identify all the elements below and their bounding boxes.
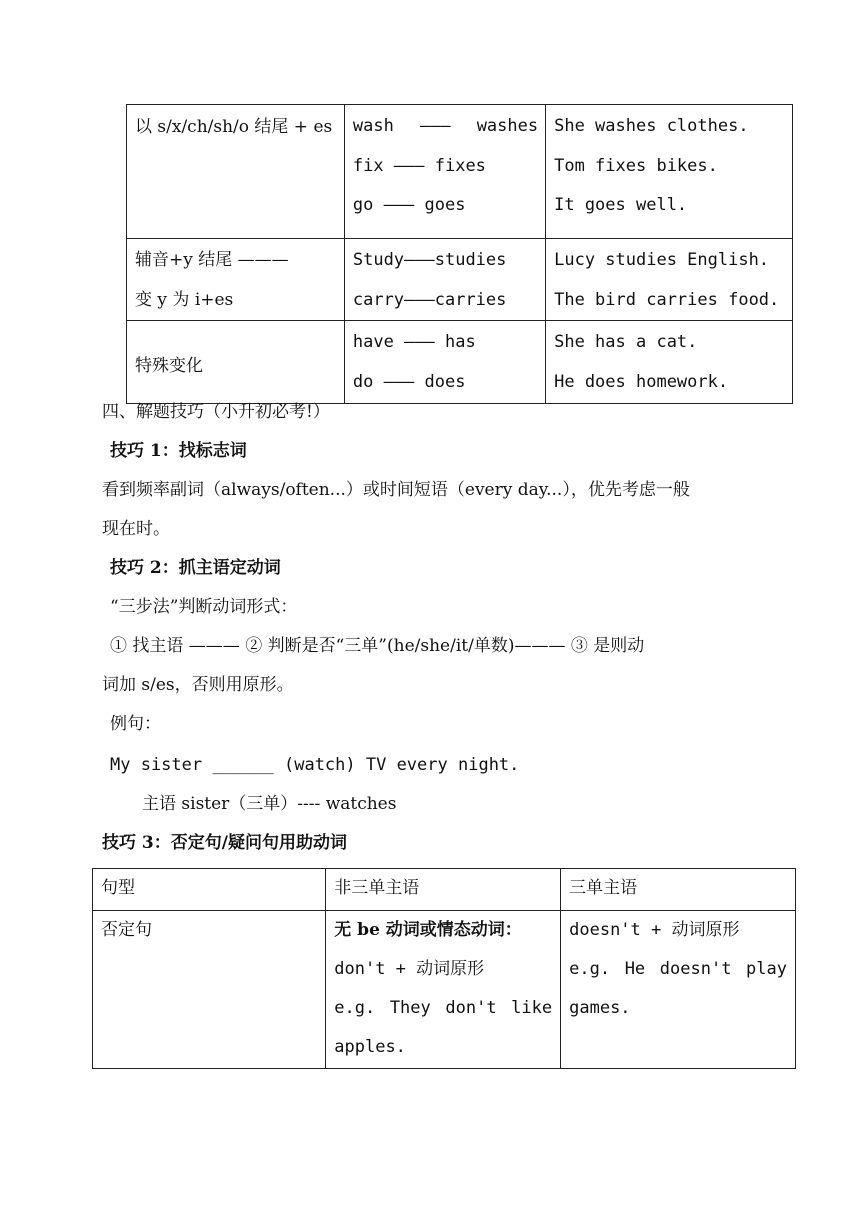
rules-table bbox=[126, 104, 793, 404]
non-third-example: e.g. They don't like bbox=[334, 998, 553, 1018]
third-example: e.g. He doesn't play bbox=[569, 959, 787, 979]
third-cell bbox=[561, 911, 796, 1069]
header-cell: 句型 bbox=[93, 869, 326, 911]
non-third-cell bbox=[326, 911, 561, 1069]
table-row bbox=[93, 911, 796, 1069]
aux-table bbox=[92, 868, 796, 1069]
tip2-steps: ① 找主语 ——— ② 判断是否“三单”(he/she/it/单数)——— ③ 是则动 bbox=[110, 636, 645, 656]
sentence-line: She has a cat. bbox=[554, 332, 698, 352]
rule-text: 辅音+y 结尾 ——— bbox=[135, 250, 289, 270]
example-cell bbox=[344, 321, 545, 404]
table-header-row bbox=[93, 869, 796, 911]
tip2-steps: 词加 s/es，否则用原形。 bbox=[102, 675, 294, 695]
sentence-line: It goes well. bbox=[554, 195, 688, 215]
tip2-title: 技巧 2：抓主语定动词 bbox=[110, 558, 281, 578]
non-third-rule: 无 be 动词或情态动词： bbox=[334, 920, 522, 940]
example-line: carry———carries bbox=[352, 289, 507, 310]
header-cell: 三单主语 bbox=[561, 869, 796, 911]
tip3-title: 技巧 3：否定句/疑问句用助动词 bbox=[102, 833, 347, 853]
example-cell bbox=[344, 105, 545, 239]
example-cell bbox=[344, 239, 545, 321]
example-answer: 主语 sister（三单）---- watches bbox=[142, 794, 397, 814]
example-line: Study———studies bbox=[352, 250, 507, 270]
non-third-example: apples. bbox=[334, 1037, 406, 1057]
example-line: fix ——— fixes bbox=[352, 155, 486, 176]
rule-cell bbox=[127, 239, 345, 321]
sentence-line: He does homework. bbox=[554, 371, 729, 392]
table-row bbox=[127, 321, 793, 404]
example-line: wash ——— washes bbox=[352, 116, 539, 136]
example-line: go ——— goes bbox=[352, 195, 466, 215]
header-cell: 非三单主语 bbox=[326, 869, 561, 911]
tip2-method: “三步法”判断动词形式： bbox=[110, 597, 298, 617]
example-line: do ——— does bbox=[352, 371, 466, 392]
section-heading: 四、解题技巧（小升初必考!） bbox=[102, 402, 330, 422]
sentence-line: The bird carries food. bbox=[554, 289, 780, 310]
rule-text: 以 s/x/ch/sh/o 结尾 + es bbox=[135, 117, 333, 137]
table-row bbox=[127, 105, 793, 239]
example-sentence: My sister ______ (watch) TV every night. bbox=[110, 755, 520, 775]
example-line: have ——— has bbox=[352, 332, 476, 352]
third-formula: doesn't + 动词原形 bbox=[569, 920, 740, 940]
tip1-title: 技巧 1：找标志词 bbox=[110, 441, 247, 461]
rule-text: 变 y 为 i+es bbox=[135, 289, 234, 310]
rule-text: 特殊变化 bbox=[135, 355, 203, 376]
tip1-text: 看到频率副词（always/often...）或时间短语（every day...），优先考虑一般 bbox=[102, 480, 690, 500]
sentence-line: Tom fixes bikes. bbox=[554, 155, 718, 176]
sentence-type: 否定句 bbox=[101, 920, 152, 940]
example-label: 例句： bbox=[110, 714, 161, 734]
rule-cell bbox=[127, 321, 345, 404]
sentence-cell bbox=[546, 321, 793, 404]
sentence-cell bbox=[546, 239, 793, 321]
sentence-line: Lucy studies English. bbox=[554, 250, 770, 270]
tip1-text: 现在时。 bbox=[102, 519, 170, 539]
third-example: games. bbox=[569, 998, 631, 1018]
non-third-formula: don't + 动词原形 bbox=[334, 959, 485, 979]
type-cell bbox=[93, 911, 326, 1069]
rule-cell bbox=[127, 105, 345, 239]
sentence-line: She washes clothes. bbox=[554, 116, 749, 136]
sentence-cell bbox=[546, 105, 793, 239]
table-row bbox=[127, 239, 793, 321]
